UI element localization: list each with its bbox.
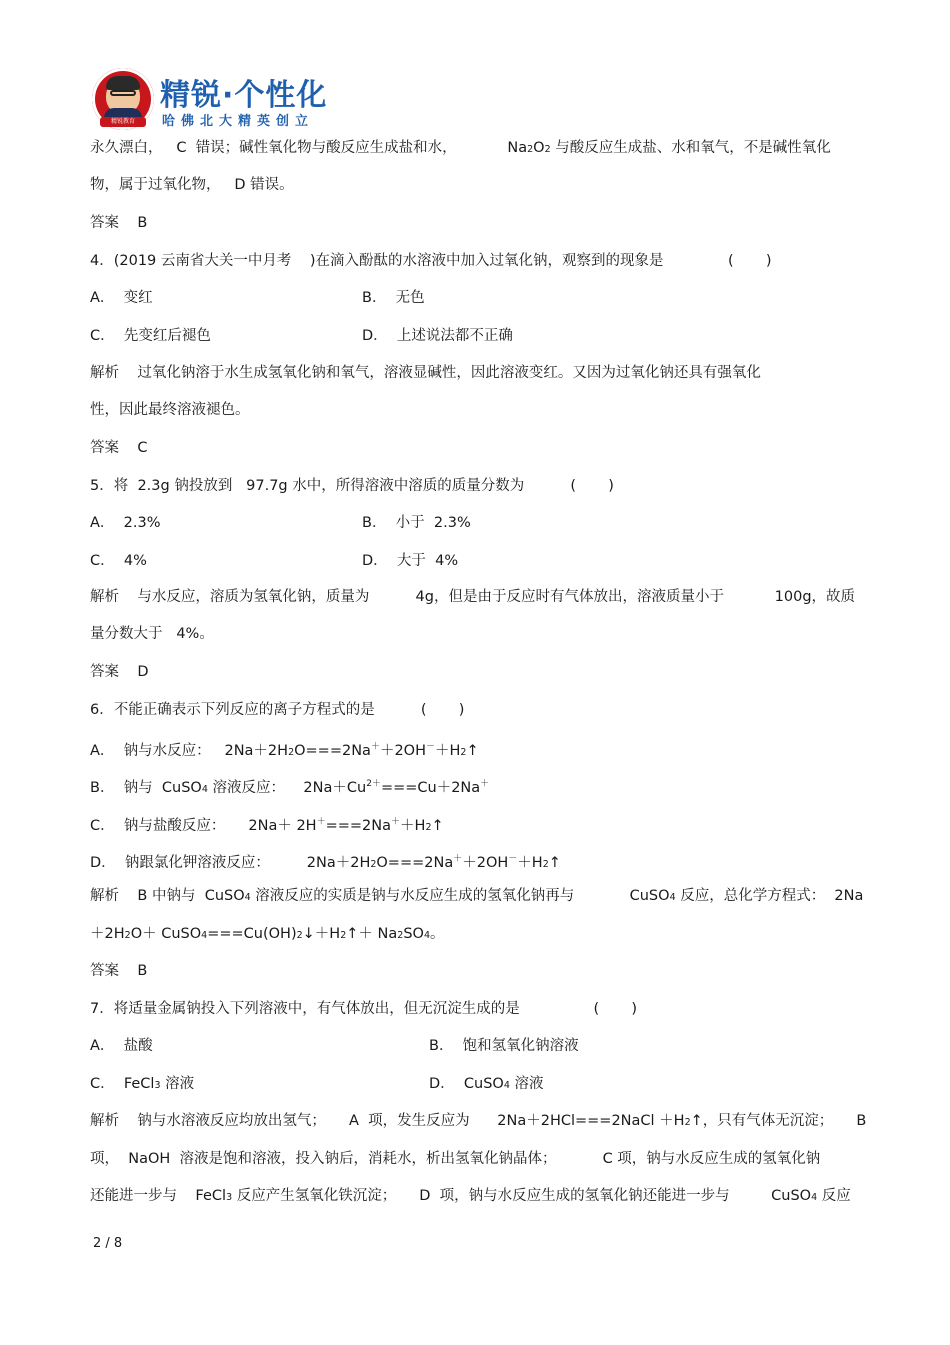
text-run: D． 大于 4% [362, 553, 459, 569]
subscript: 2 [544, 144, 551, 155]
text-line [90, 624, 214, 644]
text-run: 溶液反应： 2Na＋Cu [207, 780, 367, 796]
text-run: 。 [429, 926, 445, 942]
text-run: B． 小于 2.3% [362, 515, 471, 531]
text-line [90, 737, 479, 763]
text-line [90, 662, 149, 682]
text-run: 解析 钠与水溶液反应均放出氢气； A 项，发生反应为 2Na＋2HCl===2NaCl ＋H [90, 1113, 685, 1129]
text-run: C． 先变红后褪色 [90, 328, 211, 344]
text-run: ↑，只有气体无沉淀； B [690, 1113, 867, 1129]
text-run: O＋ CuSO [130, 926, 202, 942]
text-run: 性，因此最终溶液褪色。 [90, 402, 250, 418]
text-run: A． 钠与水反应： 2Na＋2H [90, 743, 289, 759]
subscript: 4 [503, 1080, 510, 1091]
text-line [362, 513, 471, 533]
text-run: O [533, 140, 545, 156]
superscript: ＋ [370, 742, 380, 752]
text-run: 解析 与水反应，溶质为氢氧化钠，质量为 4g，但是由于反应时有气体放出，溶液质量小于 100g，故质 [90, 589, 856, 605]
text-run: 还能进一步与 FeCl [90, 1188, 227, 1204]
text-run: 4．(2019 云南省大关一中月考 )在滴入酚酞的水溶液中加入过氧化钠，观察到的现象是 ( ) [90, 253, 772, 269]
text-run: ＋2OH [462, 855, 509, 871]
text-run: A． 2.3% [90, 515, 161, 531]
text-run: 反应 [817, 1188, 851, 1204]
text-run: ＋H [400, 818, 426, 834]
text-line [90, 924, 444, 946]
text-line [90, 326, 211, 346]
text-run: B． 钠与 CuSO [90, 780, 202, 796]
text-line [90, 438, 148, 458]
subscript: 4 [201, 930, 208, 941]
text-line [90, 1111, 866, 1133]
subscript: 4 [244, 892, 251, 903]
text-line [90, 288, 153, 308]
logo-badge-text: 精锐教育 [100, 117, 146, 127]
text-line [429, 1036, 579, 1056]
text-run: D． 钠跟氯化钾溶液反应： 2Na＋2H [90, 855, 371, 871]
text-run: O===2Na [294, 743, 371, 759]
text-run: 答案 B [90, 963, 148, 979]
subscript: 2 [425, 822, 432, 833]
subscript: 2 [527, 144, 534, 155]
text-run: 反应，总化学方程式： 2Na [675, 888, 864, 904]
text-line [362, 326, 513, 346]
text-run: 反应产生氢氧化铁沉淀； D 项，钠与水反应生成的氢氧化钠还能进一步与 CuSO [232, 1188, 812, 1204]
text-run: D． CuSO [429, 1076, 504, 1092]
text-run: A． 变红 [90, 290, 153, 306]
text-line [429, 1074, 543, 1096]
text-run: B． 饱和氢氧化钠溶液 [429, 1038, 579, 1054]
subscript: 4 [811, 1192, 818, 1203]
text-line [90, 1149, 820, 1169]
subscript: 2 [684, 1117, 691, 1128]
subscript: 2 [370, 859, 377, 870]
text-run: C． FeCl [90, 1076, 155, 1092]
text-run: 答案 C [90, 440, 148, 456]
text-run: 量分数大于 4%。 [90, 626, 214, 642]
subscript: 3 [154, 1080, 161, 1091]
brand-title: 精锐·个性化 [160, 78, 328, 113]
text-run: 解析 B 中钠与 CuSO [90, 888, 245, 904]
text-line [90, 1036, 153, 1056]
superscript: － [508, 854, 518, 864]
text-run: 答案 D [90, 664, 149, 680]
subscript: 2 [340, 930, 347, 941]
subscript: 2 [460, 747, 467, 758]
text-run: ===Cu(OH) [207, 926, 297, 942]
text-line [90, 812, 444, 838]
subscript: 2 [397, 930, 404, 941]
subscript: 3 [226, 1192, 233, 1203]
text-line [90, 849, 561, 875]
text-line [362, 551, 458, 571]
text-line [90, 476, 614, 496]
text-run: 项， NaOH 溶液是饱和溶液，投入钠后，消耗水，析出氢氧化钠晶体； C 项，钠与水反应生成的氢氧化钠 [90, 1151, 821, 1167]
text-run: ↓＋H [302, 926, 341, 942]
subscript: 2 [542, 859, 549, 870]
text-run: 解析 过氧化钠溶于水生成氢氧化钠和氧气，溶液显碱性，因此溶液变红。又因为过氧化钠还具有强氧化 [90, 365, 761, 381]
text-run: 永久漂白， C 错误；碱性氧化物与酸反应生成盐和水， Na [90, 140, 528, 156]
page-number: 2 / 8 [93, 1236, 123, 1251]
text-run: ↑ [466, 743, 479, 759]
text-line [90, 175, 294, 195]
text-line [90, 251, 772, 271]
text-run: ＋2H [90, 926, 125, 942]
text-line [90, 213, 147, 233]
text-run: D． 上述说法都不正确 [362, 328, 513, 344]
text-run: 与酸反应生成盐、水和氧气，不是碱性氧化 [550, 140, 831, 156]
superscript: ＋ [316, 817, 326, 827]
text-line [90, 774, 489, 800]
text-run: 物，属于过氧化物， D 错误。 [90, 177, 294, 193]
text-run: C． 钠与盐酸反应： 2Na＋ 2H [90, 818, 317, 834]
text-run: A． 盐酸 [90, 1038, 153, 1054]
subscript: 2 [296, 930, 303, 941]
superscript: 2＋ [366, 779, 381, 789]
text-line [90, 551, 147, 571]
subscript: 2 [124, 930, 131, 941]
superscript: ＋ [453, 854, 463, 864]
subscript: 2 [288, 747, 295, 758]
subscript: 4 [423, 930, 430, 941]
text-line [90, 961, 147, 981]
text-run: 答案 B [90, 215, 148, 231]
superscript: ＋ [391, 817, 401, 827]
text-run: O===2Na [376, 855, 454, 871]
text-run: 溶液 [509, 1076, 544, 1092]
text-line [362, 288, 425, 308]
text-line [90, 1186, 851, 1208]
text-line [90, 1074, 194, 1096]
subscript: 4 [201, 784, 208, 795]
logo-seal-icon [92, 68, 154, 130]
brand-logo [92, 68, 362, 132]
text-run: C． 4% [90, 553, 147, 569]
superscript: － [426, 742, 436, 752]
text-run: ＋H [517, 855, 543, 871]
subscript: 4 [669, 892, 676, 903]
text-run: 溶液 [160, 1076, 195, 1092]
text-run: ＋2OH [379, 743, 426, 759]
text-run: ＋H [435, 743, 461, 759]
brand-subtitle: 哈佛北大精英创立 [162, 114, 315, 129]
text-run: ↑＋ Na [346, 926, 398, 942]
text-run: ===2Na [325, 818, 392, 834]
text-line [90, 513, 160, 533]
text-run: 7．将适量金属钠投入下列溶液中，有气体放出，但无沉淀生成的是 ( ) [90, 1001, 638, 1017]
text-line [90, 886, 863, 908]
text-run: ↑ [431, 818, 444, 834]
text-run: 6．不能正确表示下列反应的离子方程式的是 ( ) [90, 702, 465, 718]
text-run: 5．将 2.3g 钠投放到 97.7g 水中，所得溶液中溶质的质量分数为 ( ) [90, 478, 614, 494]
text-run: B． 无色 [362, 290, 425, 306]
text-run: ===Cu＋2Na [380, 780, 481, 796]
text-line [90, 400, 250, 420]
text-line [90, 587, 855, 607]
text-run: 溶液反应的实质是钠与水反应生成的氢氧化钠再与 CuSO [250, 888, 670, 904]
text-run: SO [403, 926, 424, 942]
text-line [90, 700, 464, 720]
text-line [90, 363, 761, 383]
text-run: ↑ [548, 855, 561, 871]
text-line [90, 999, 637, 1019]
superscript: ＋ [480, 779, 490, 789]
text-line [90, 138, 831, 160]
